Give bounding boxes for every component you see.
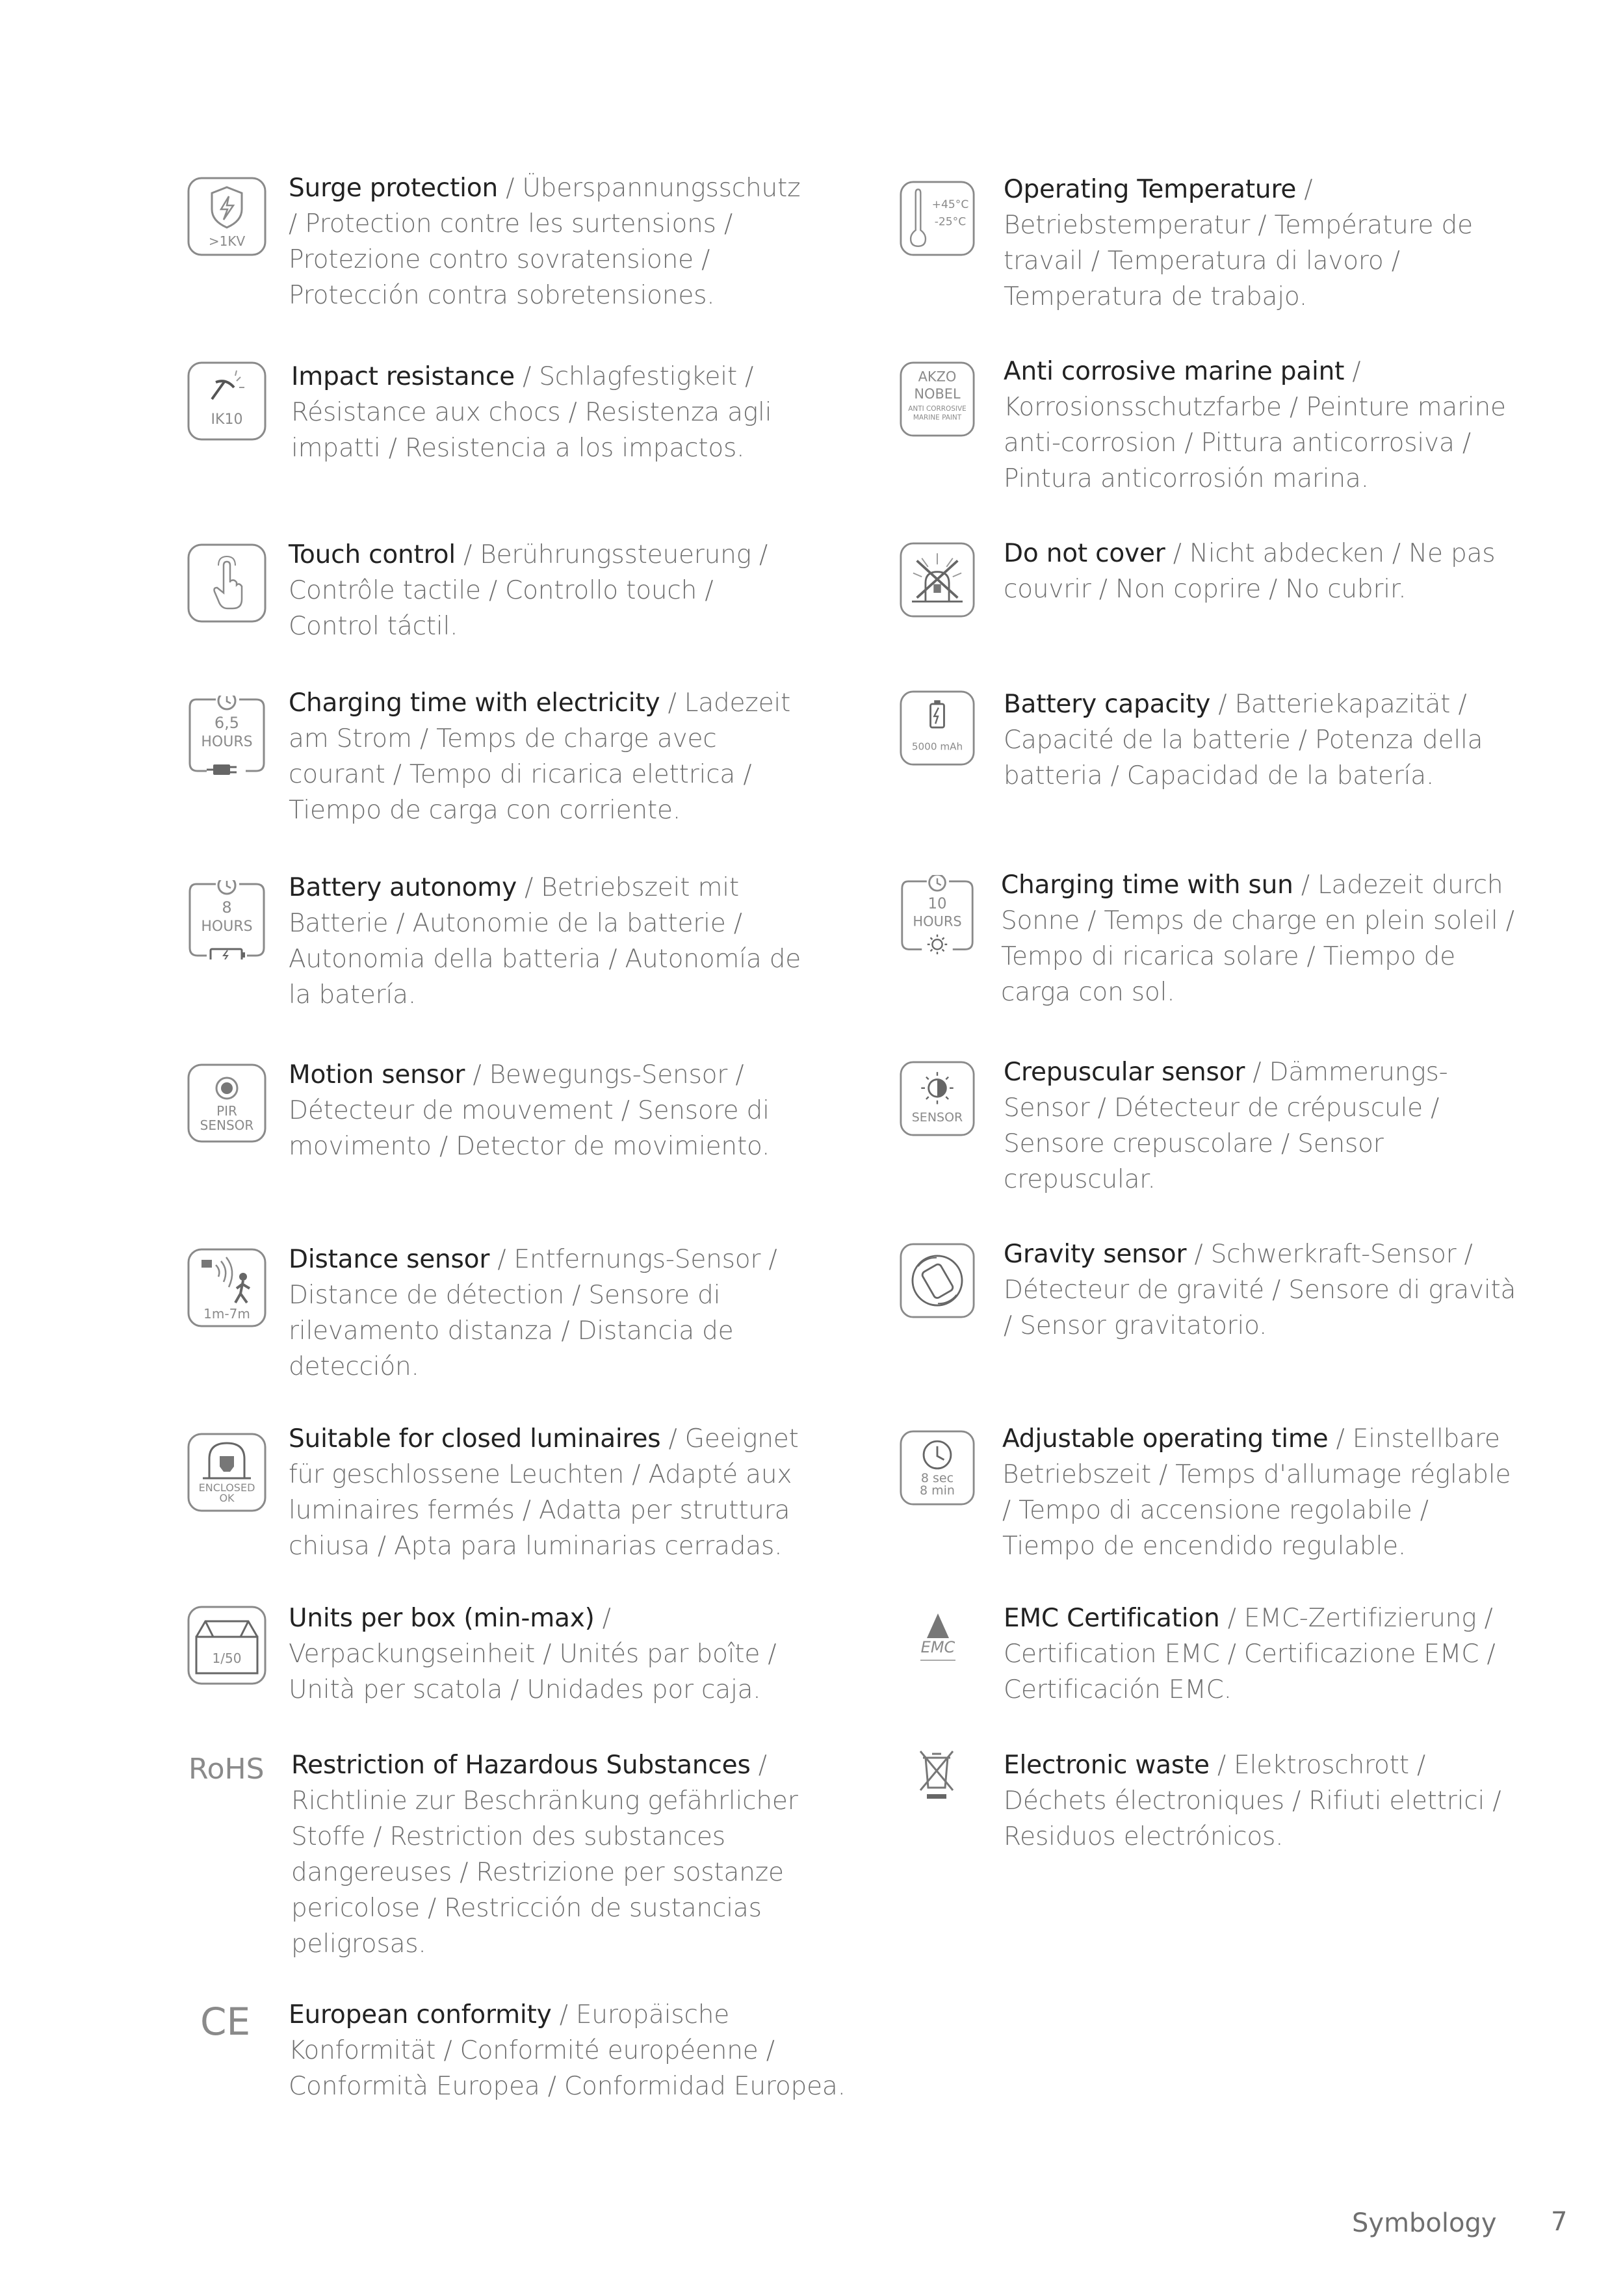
- svg-text:+45°C: +45°C: [931, 198, 969, 211]
- svg-text:NOBEL: NOBEL: [914, 386, 961, 402]
- units-per-box-text: [289, 1600, 809, 1708]
- rohs-translations: / Richtlinie zur Beschränkung gefährlicher Stoffe / Restriction des substances dangereuses / Restrizione per sostanze pericolose / Restricción de sustancias peligrosas.: [291, 1751, 798, 1959]
- svg-text:MARINE PAINT: MARINE PAINT: [913, 413, 962, 422]
- emc-certification-icon: [909, 1610, 967, 1668]
- marine-paint-title: Anti corrosive marine paint: [1004, 357, 1345, 386]
- do-not-cover-text: [1004, 536, 1524, 607]
- footer-page-number: 7: [1551, 2207, 1568, 2237]
- european-conformity-translations: / Europäische Konformität / Conformité européenne / Conformità Europea / Conformidad Europea.: [289, 2000, 846, 2101]
- marine-paint-text: [1004, 354, 1524, 497]
- svg-text:ENCLOSED: ENCLOSED: [198, 1481, 255, 1494]
- rohs-text: [291, 1747, 811, 1962]
- motion-sensor-translations: / Bewegungs-Sensor / Détecteur de mouvement / Sensore di movimento / Detector de movimiento.: [289, 1060, 770, 1161]
- electronic-waste-icon: [916, 1749, 957, 1801]
- enclosed-luminaire-icon: [187, 1433, 266, 1512]
- svg-text:1/50: 1/50: [212, 1650, 242, 1666]
- svg-text:OK: OK: [219, 1492, 235, 1504]
- touch-control-icon: [187, 543, 266, 623]
- emc-certification-translations: / EMC-Zertifizierung / Certification EMC / Certificazione EMC / Certificación EMC.: [1004, 1604, 1496, 1704]
- footer-section-label: Symbology: [1352, 2208, 1497, 2238]
- motion-sensor-icon: [187, 1063, 266, 1143]
- surge-protection-translations: / Überspannungsschutz / Protection contre les surtensions / Protezione contro sovratensione / Protección contra sobretensiones.: [289, 174, 801, 310]
- impact-resistance-translations: / Schlagfestigkeit / Résistance aux chocs / Resistenza agli impatti / Resistencia a los impactos.: [291, 362, 772, 463]
- svg-text:CE: CE: [200, 2000, 251, 2044]
- crepuscular-sensor-title: Crepuscular sensor: [1004, 1058, 1245, 1087]
- do-not-cover-translations: / Nicht abdecken / Ne pas couvrir / Non coprire / No cubrir.: [1004, 539, 1496, 604]
- svg-text:6,5: 6,5: [214, 714, 240, 732]
- svg-text:IK10: IK10: [211, 411, 243, 428]
- svg-text:HOURS: HOURS: [201, 734, 253, 750]
- rohs-icon: [186, 1746, 277, 1792]
- svg-text:EMC: EMC: [920, 1638, 955, 1656]
- touch-control-translations: / Berührungssteuerung / Contrôle tactile / Controllo touch / Control táctil.: [289, 540, 768, 641]
- distance-sensor-title: Distance sensor: [289, 1245, 490, 1274]
- svg-text:-25°C: -25°C: [934, 215, 967, 229]
- impact-resistance-icon: [187, 361, 266, 441]
- motion-sensor-title: Motion sensor: [289, 1060, 465, 1089]
- svg-text:PIR: PIR: [216, 1103, 237, 1119]
- distance-sensor-translations: / Entfernungs-Sensor / Distance de détection / Sensore di rilevamento distanza / Distancia de detección.: [289, 1245, 777, 1381]
- adjustable-time-icon: [900, 1430, 975, 1506]
- emc-certification-title: EMC Certification: [1004, 1604, 1220, 1633]
- battery-capacity-translations: / Batteriekapazität / Capacité de la batterie / Potenza della batteria / Capacidad de la batería.: [1004, 690, 1483, 790]
- operating-temperature-translations: / Betriebstemperatur / Température de travail / Temperatura di lavoro / Temperatura de trabajo.: [1004, 175, 1473, 311]
- crepuscular-sensor-translations: / Dämmerungs-Sensor / Détecteur de crépuscule / Sensore crepuscolare / Sensor crepuscular.: [1004, 1058, 1448, 1194]
- impact-resistance-text: [291, 359, 811, 466]
- charging-sun-title: Charging time with sun: [1001, 870, 1293, 900]
- surge-protection-text: [289, 170, 809, 313]
- battery-autonomy-translations: / Betriebszeit mit Batterie / Autonomie de la batterie / Autonomia della batteria / Autonomía de la batería.: [289, 873, 801, 1010]
- electronic-waste-text: [1004, 1747, 1524, 1855]
- battery-capacity-text: [1004, 686, 1524, 794]
- charging-electricity-translations: / Ladezeit am Strom / Temps de charge avec courant / Tempo di ricarica elettrica / Tiempo de carga con corriente.: [289, 688, 791, 825]
- ce-mark-icon: [195, 2000, 260, 2045]
- marine-paint-translations: / Korrosionsschutzfarbe / Peinture marine anti-corrosion / Pittura anticorrosiva / Pintura anticorrosión marina.: [1004, 357, 1506, 493]
- units-box-icon: [187, 1606, 266, 1685]
- surge-protection-title: Surge protection: [289, 174, 498, 203]
- emc-certification-text: [1004, 1600, 1524, 1708]
- svg-text:SENSOR: SENSOR: [911, 1110, 963, 1125]
- svg-text:SENSOR: SENSOR: [200, 1117, 254, 1133]
- charging-sun-translations: / Ladezeit durch Sonne / Temps de charge en plein soleil / Tempo di ricarica solare / Tiempo de carga con sol.: [1001, 870, 1514, 1007]
- distance-sensor-icon: [187, 1248, 266, 1327]
- gravity-sensor-translations: / Schwerkraft-Sensor / Détecteur de gravité / Sensore di gravità / Sensor gravitatorio.: [1004, 1240, 1516, 1340]
- do-not-cover-icon: [900, 542, 975, 618]
- battery-autonomy-title: Battery autonomy: [289, 873, 517, 902]
- european-conformity-text: [289, 1997, 874, 2104]
- electronic-waste-translations: / Elektroschrott / Déchets électroniques / Rifiuti elettrici / Residuos electrónicos.: [1004, 1751, 1501, 1851]
- battery-autonomy-text: [289, 870, 809, 1013]
- gravity-sensor-text: [1004, 1236, 1524, 1344]
- units-per-box-translations: / Verpackungseinheit / Unités par boîte / Unità per scatola / Unidades por caja.: [289, 1604, 777, 1704]
- svg-text:HOURS: HOURS: [913, 913, 962, 930]
- svg-text:8 min: 8 min: [920, 1483, 955, 1498]
- battery-autonomy-icon: [187, 880, 266, 959]
- touch-control-title: Touch control: [289, 540, 456, 569]
- svg-text:RoHS: RoHS: [188, 1753, 265, 1786]
- european-conformity-title: European conformity: [289, 2000, 552, 2029]
- akzo-nobel-icon: [900, 361, 975, 437]
- svg-text:>1KV: >1KV: [208, 233, 246, 249]
- touch-control-text: [289, 537, 809, 644]
- svg-text:AKZO: AKZO: [918, 369, 957, 385]
- surge-protection-icon: [187, 177, 266, 256]
- battery-capacity-title: Battery capacity: [1004, 690, 1211, 719]
- svg-text:8 sec: 8 sec: [920, 1470, 954, 1485]
- adjustable-time-text: [1002, 1421, 1522, 1564]
- operating-temperature-text: [1004, 172, 1524, 315]
- operating-temperature-title: Operating Temperature: [1004, 175, 1297, 204]
- rohs-title: Restriction of Hazardous Substances: [291, 1751, 751, 1780]
- closed-luminaires-title: Suitable for closed luminaires: [289, 1424, 661, 1454]
- adjustable-time-title: Adjustable operating time: [1002, 1424, 1329, 1454]
- crepuscular-sensor-text: [1004, 1054, 1524, 1197]
- svg-text:5000 mAh: 5000 mAh: [911, 740, 963, 753]
- charging-sun-icon: [900, 875, 975, 959]
- charging-electricity-text: [289, 685, 809, 828]
- gravity-sensor-title: Gravity sensor: [1004, 1240, 1187, 1269]
- battery-capacity-icon: [900, 690, 975, 766]
- charging-electricity-icon: [187, 696, 266, 775]
- charging-sun-text: [1001, 867, 1521, 1010]
- svg-text:ANTI CORROSIVE: ANTI CORROSIVE: [908, 405, 967, 413]
- svg-text:10: 10: [928, 895, 947, 913]
- closed-luminaires-text: [289, 1421, 809, 1564]
- svg-text:8: 8: [222, 898, 232, 917]
- svg-text:HOURS: HOURS: [201, 919, 253, 935]
- adjustable-time-translations: / Einstellbare Betriebszeit / Temps d'allumage réglable / Tempo di accensione regolabile / Tiempo de encendido regulable.: [1002, 1424, 1511, 1561]
- impact-resistance-title: Impact resistance: [291, 362, 515, 391]
- units-per-box-title: Units per box (min-max): [289, 1604, 595, 1633]
- distance-sensor-text: [289, 1242, 809, 1385]
- operating-temperature-icon: [900, 181, 975, 256]
- svg-text:1m-7m: 1m-7m: [203, 1306, 250, 1322]
- gravity-sensor-icon: [900, 1243, 975, 1318]
- charging-electricity-title: Charging time with electricity: [289, 688, 660, 718]
- electronic-waste-title: Electronic waste: [1004, 1751, 1210, 1780]
- crepuscular-sensor-icon: [900, 1061, 975, 1136]
- motion-sensor-text: [289, 1057, 809, 1164]
- do-not-cover-title: Do not cover: [1004, 539, 1165, 568]
- closed-luminaires-translations: / Geeignet für geschlossene Leuchten / Adapté aux luminaires fermés / Adatta per struttura chiusa / Apta para luminarias cerradas.: [289, 1424, 799, 1561]
